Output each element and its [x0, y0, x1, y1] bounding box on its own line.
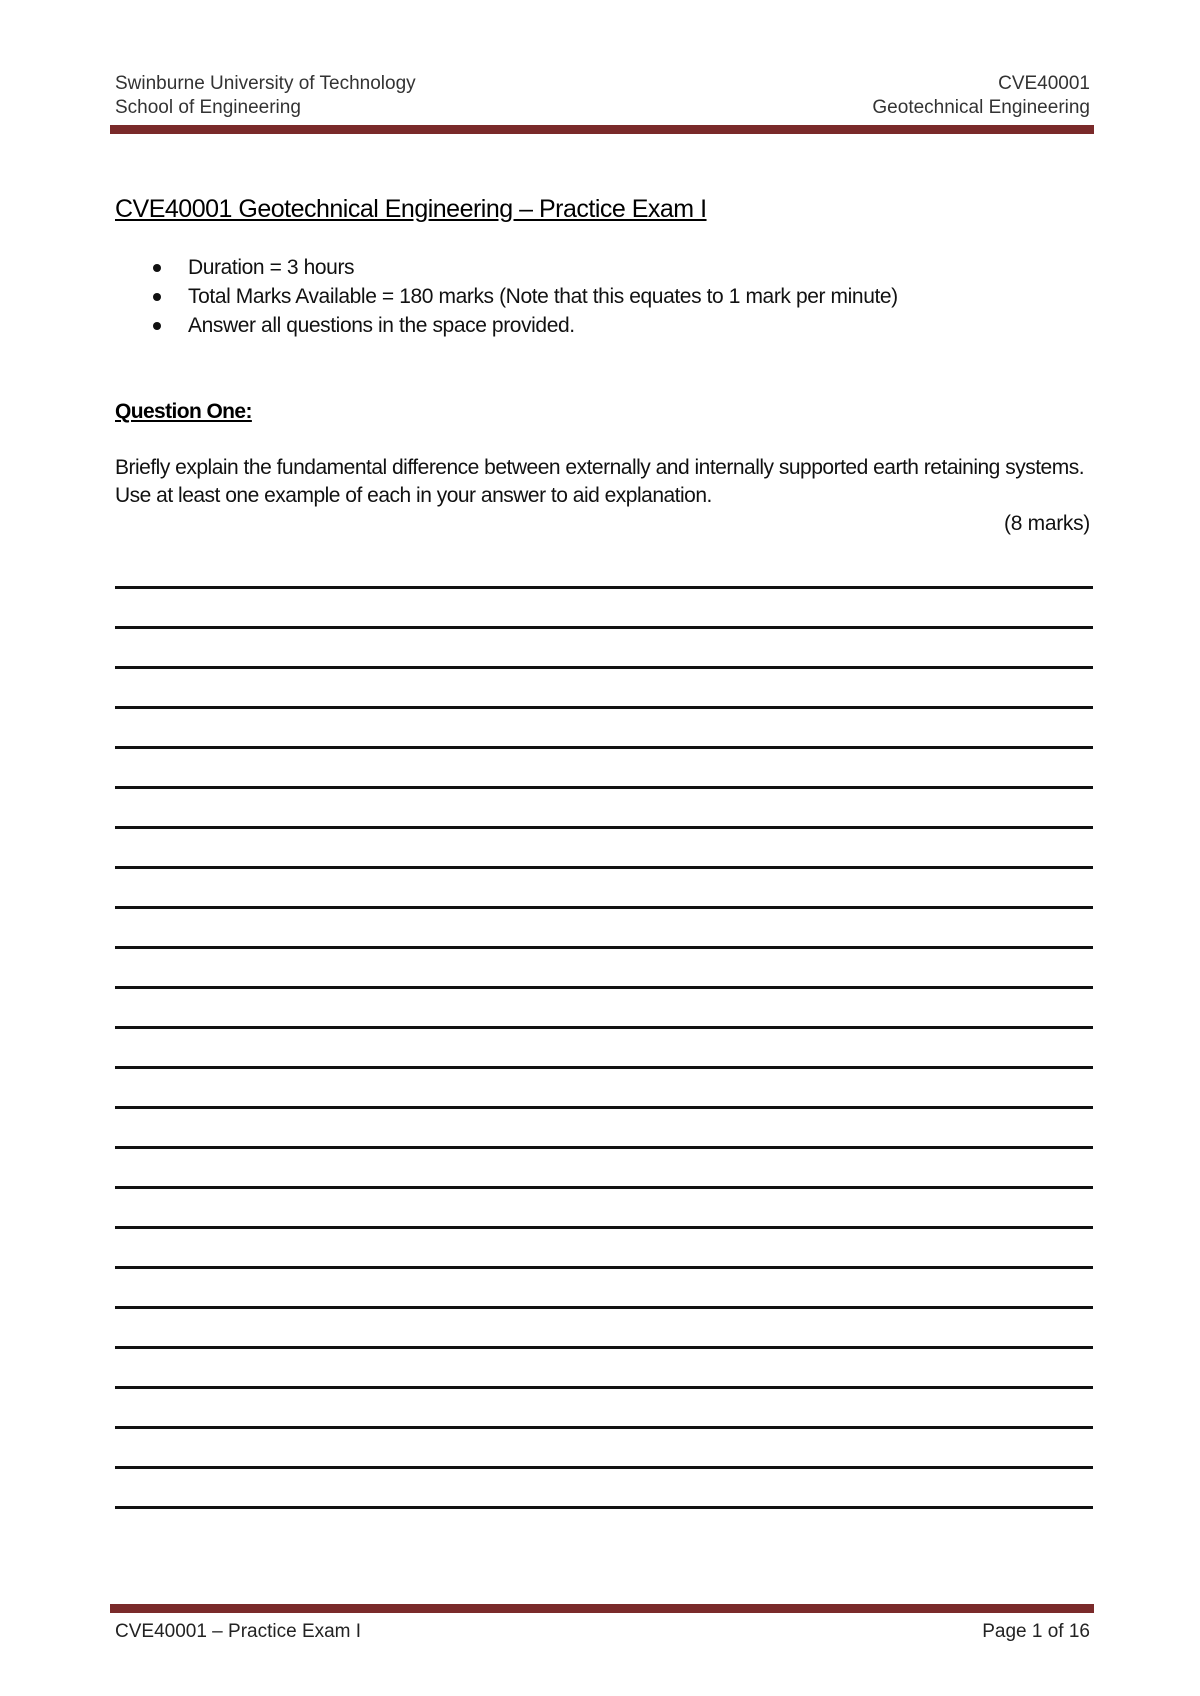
- question-text: [115, 454, 1095, 510]
- question-heading: Question One:: [115, 400, 252, 423]
- bullet-icon: [153, 264, 161, 272]
- question-text-line: Briefly explain the fundamental difference between externally and internally supported earth retaining systems.: [115, 456, 1085, 479]
- answer-line: [115, 1106, 1093, 1109]
- header-divider: [110, 125, 1094, 134]
- answer-line: [115, 1426, 1093, 1429]
- answer-line: [115, 666, 1093, 669]
- answer-line: [115, 906, 1093, 909]
- question-text-line: Use at least one example of each in your answer to aid explanation.: [115, 484, 712, 507]
- page-header: [115, 72, 1090, 120]
- answer-line: [115, 1226, 1093, 1229]
- header-left: [115, 72, 416, 120]
- bullet-icon: [153, 322, 161, 330]
- exam-instructions: [115, 253, 1090, 340]
- page-number: Page 1 of 16: [982, 1621, 1090, 1642]
- answer-line: [115, 586, 1093, 589]
- answer-line: [115, 1066, 1093, 1069]
- question-marks: (8 marks): [1004, 512, 1090, 535]
- answer-line: [115, 1386, 1093, 1389]
- answer-line: [115, 786, 1093, 789]
- answer-line: [115, 986, 1093, 989]
- header-university: Swinburne University of Technology: [115, 73, 416, 94]
- list-item: [115, 282, 1090, 311]
- answer-line: [115, 1466, 1093, 1469]
- answer-line: [115, 1506, 1093, 1509]
- list-item: [115, 253, 1090, 282]
- answer-line: [115, 1346, 1093, 1349]
- answer-line: [115, 1306, 1093, 1309]
- answer-line: [115, 866, 1093, 869]
- answer-line: [115, 1266, 1093, 1269]
- list-item: [115, 311, 1090, 340]
- answer-area[interactable]: [115, 586, 1093, 1526]
- answer-line: [115, 1146, 1093, 1149]
- answer-line: [115, 626, 1093, 629]
- header-right: [872, 72, 1090, 120]
- header-course-name: Geotechnical Engineering: [872, 97, 1090, 118]
- header-course-code: CVE40001: [998, 73, 1090, 94]
- footer-exam-name: CVE40001 – Practice Exam I: [115, 1621, 362, 1642]
- header-school: School of Engineering: [115, 97, 301, 118]
- bullet-icon: [153, 293, 161, 301]
- answer-line: [115, 706, 1093, 709]
- answer-line: [115, 1186, 1093, 1189]
- page-title: CVE40001 Geotechnical Engineering – Practice Exam I: [115, 195, 707, 223]
- answer-line: [115, 1026, 1093, 1029]
- instruction-answer-all: Answer all questions in the space provided.: [188, 314, 575, 337]
- answer-line: [115, 826, 1093, 829]
- instruction-total-marks: Total Marks Available = 180 marks (Note that this equates to 1 mark per minute): [188, 285, 898, 308]
- instruction-duration: Duration = 3 hours: [188, 256, 355, 279]
- answer-line: [115, 946, 1093, 949]
- answer-line: [115, 746, 1093, 749]
- footer-divider: [110, 1604, 1094, 1613]
